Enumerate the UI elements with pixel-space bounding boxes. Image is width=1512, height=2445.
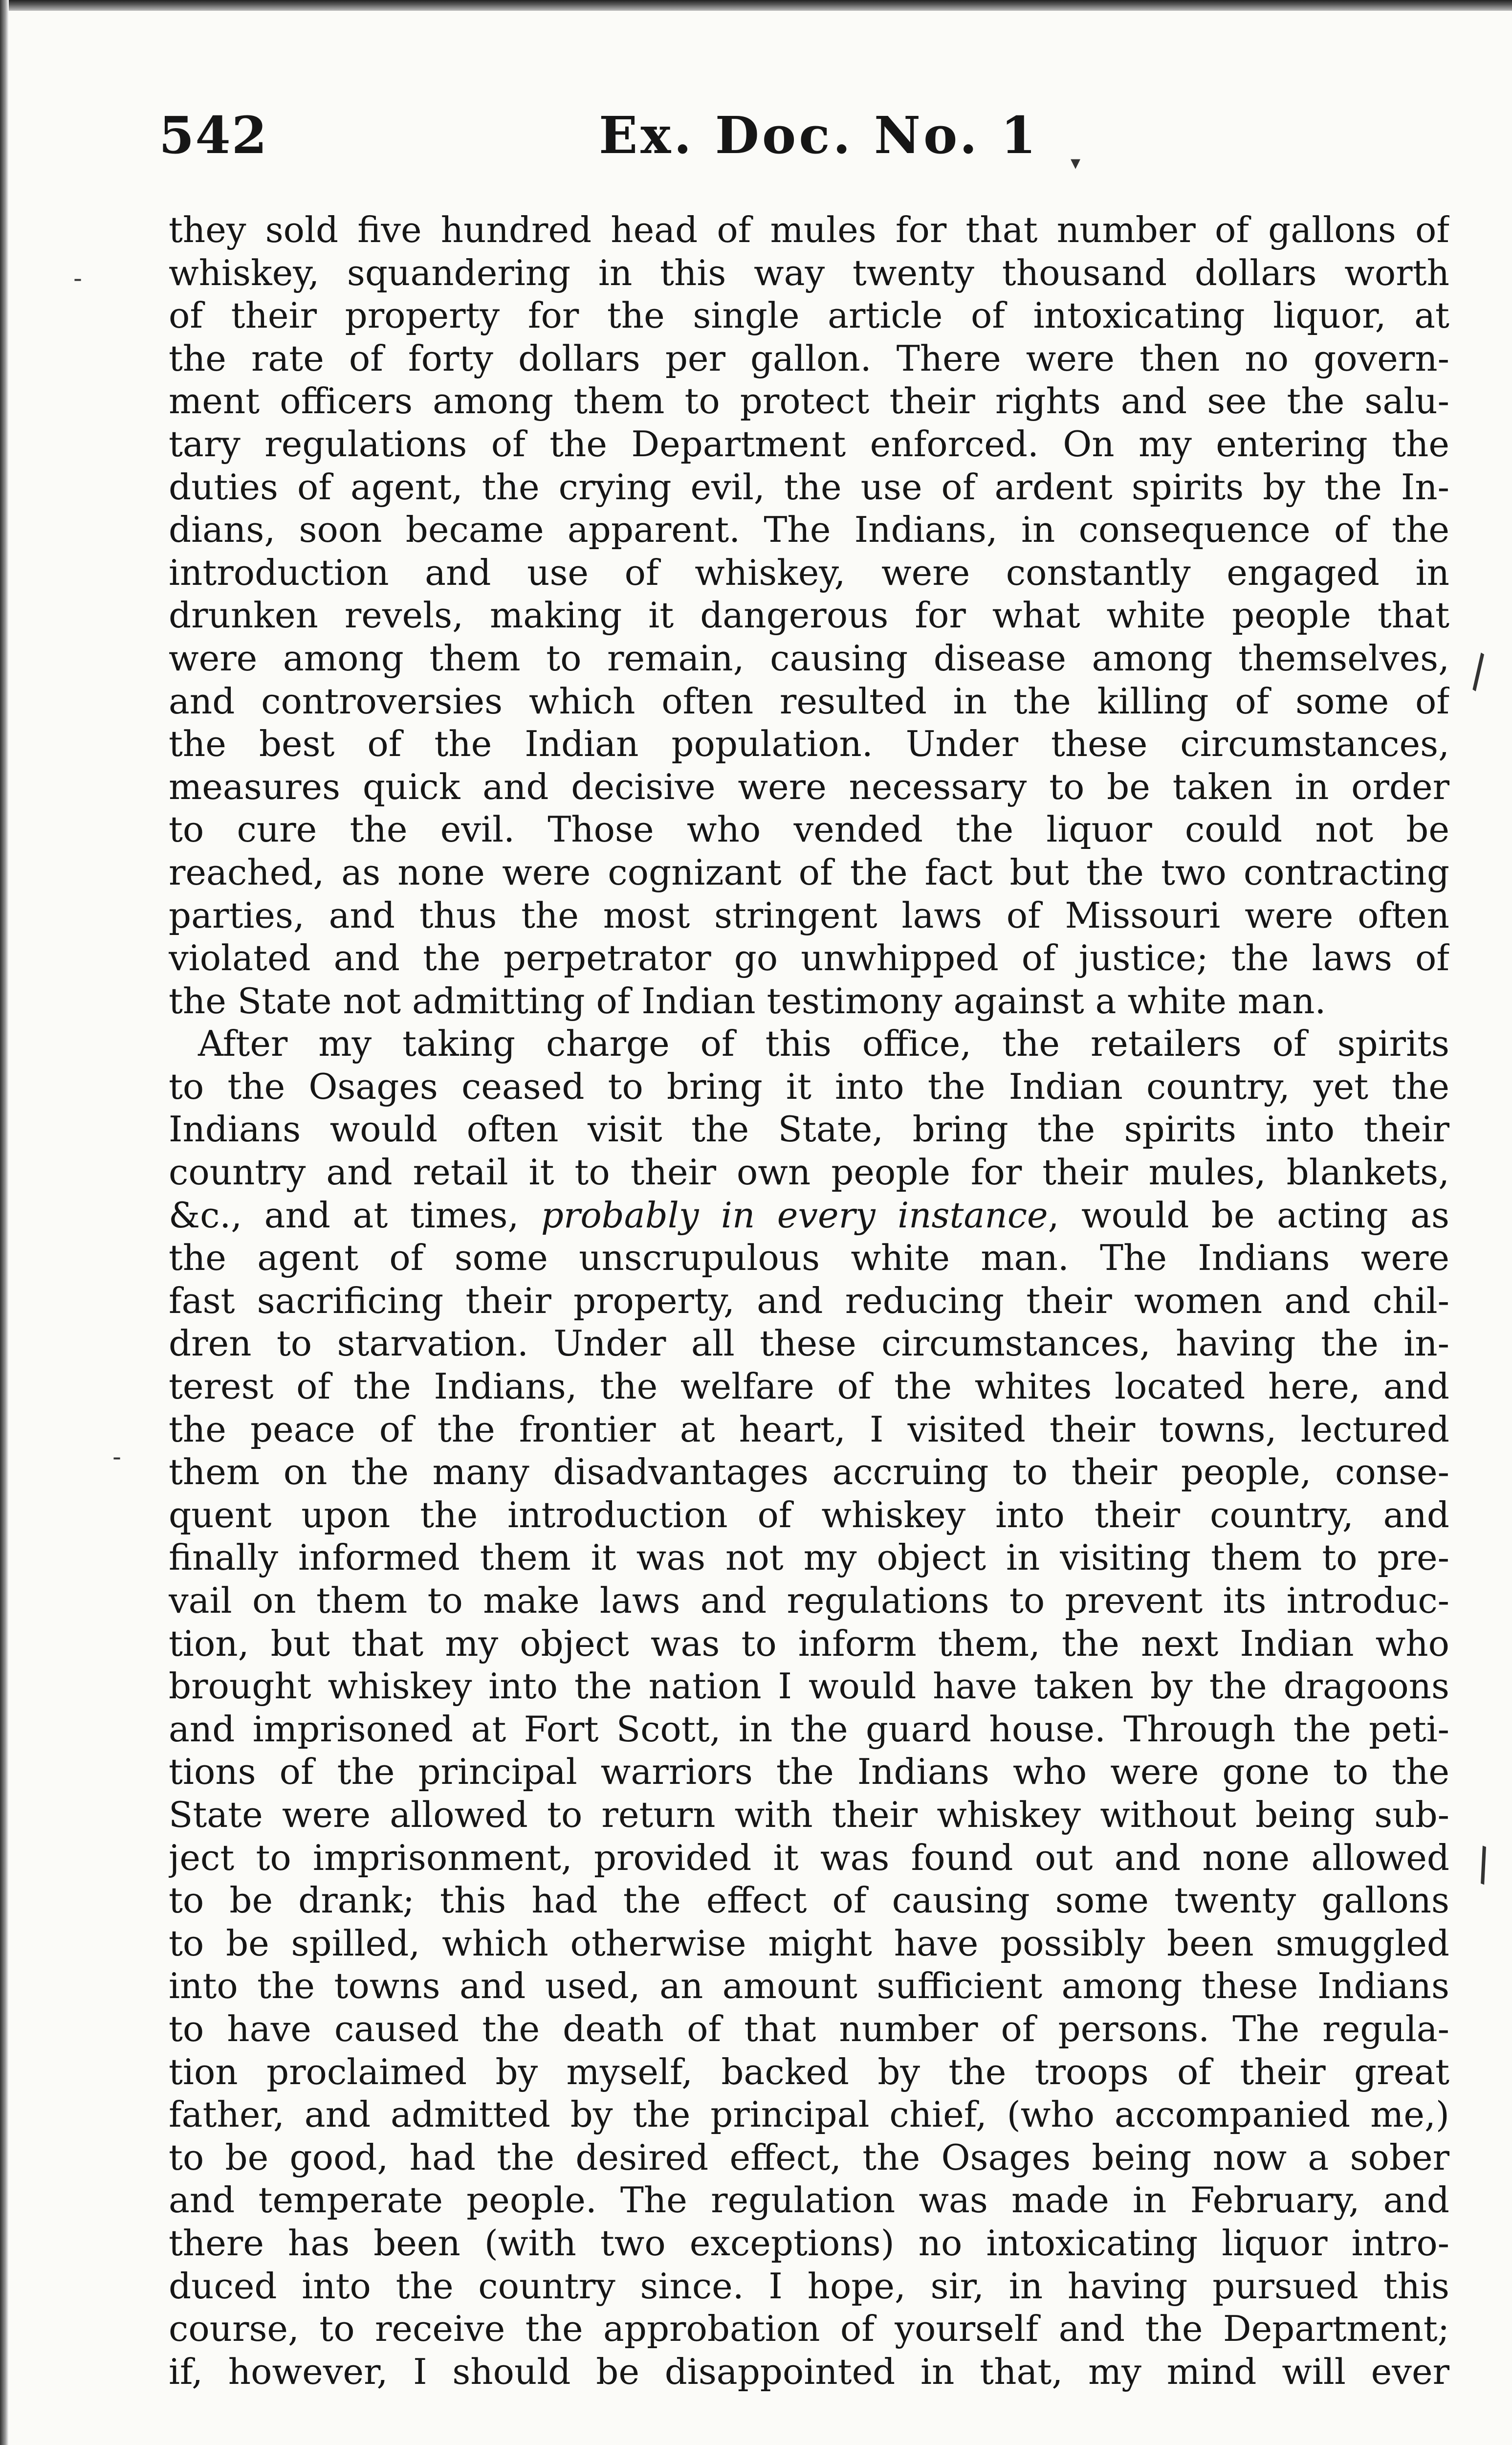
text-line: Indians would often visit the State, bring the spirits into their xyxy=(169,1109,1449,1150)
text-line: tion proclaimed by myself, backed by the troops of their great xyxy=(169,2051,1449,2092)
text-line: into the towns and used, an amount sufficient among these Indians xyxy=(169,1965,1449,2007)
text-line: ment officers among them to protect their rights and see the salu- xyxy=(169,380,1449,422)
text-line: of their property for the single article of intoxicating liquor, at xyxy=(169,295,1449,336)
text-line: the rate of forty dollars per gallon. There were then no govern- xyxy=(169,337,1449,379)
margin-mark: \ xyxy=(1459,645,1498,697)
text-line: tary regulations of the Department enforced. On my entering the xyxy=(169,423,1449,465)
margin-mark: \ xyxy=(1468,1837,1500,1891)
text-line: father, and admitted by the principal chief, (who accompanied me,) xyxy=(169,2094,1449,2135)
text-line: After my taking charge of this office, the retailers of spirits xyxy=(198,1023,1449,1065)
text-line: ject to imprisonment, provided it was found out and none allowed xyxy=(169,1837,1449,1878)
text-line: tions of the principal warriors the Indians who were gone to the xyxy=(169,1751,1449,1793)
text-line: they sold five hundred head of mules for that number of gallons of xyxy=(169,209,1449,250)
text-line: quent upon the introduction of whiskey into their country, and xyxy=(169,1494,1449,1535)
text-line: and temperate people. The regulation was made in February, and xyxy=(169,2179,1449,2221)
text-segment: , would be acting as xyxy=(1048,1194,1449,1236)
text-segment: &c., and at times, xyxy=(169,1194,541,1236)
text-line: vail on them to make laws and regulations to prevent its introduc- xyxy=(169,1580,1449,1621)
text-line: were among them to remain, causing disease among themselves, xyxy=(169,637,1449,679)
text-line: the agent of some unscrupulous white man. The Indians were xyxy=(169,1237,1449,1279)
text-line: terest of the Indians, the welfare of the whites located here, and xyxy=(169,1366,1449,1407)
text-line: brought whiskey into the nation I would have taken by the dragoons xyxy=(169,1666,1449,1707)
italic-phrase: probably in every instance xyxy=(541,1194,1048,1236)
page-number: 542 xyxy=(159,105,268,165)
text-line: to cure the evil. Those who vended the liquor could not be xyxy=(169,809,1449,850)
text-line: course, to receive the approbation of yourself and the Department; xyxy=(169,2308,1449,2350)
text-line: to the Osages ceased to bring it into the Indian country, yet the xyxy=(169,1066,1449,1107)
text-line: the best of the Indian population. Under these circumstances, xyxy=(169,723,1449,765)
margin-mark: ▾ xyxy=(1071,152,1081,174)
text-line: finally informed them it was not my object in visiting them to pre- xyxy=(169,1537,1449,1578)
text-line: country and retail it to their own people for their mules, blankets, xyxy=(169,1152,1449,1193)
text-line: the State not admitting of Indian testimony against a white man. xyxy=(169,980,1326,1022)
text-line: dians, soon became apparent. The Indians, in consequence of the xyxy=(169,509,1449,551)
scan-top-edge xyxy=(0,0,1512,11)
paragraph-1 xyxy=(169,209,1449,1022)
page-header xyxy=(159,105,1479,169)
text-line: violated and the perpetrator go unwhipped of justice; the laws of xyxy=(169,937,1449,979)
text-line: if, however, I should be disappointed in that, my mind will ever xyxy=(169,2351,1449,2392)
text-line: parties, and thus the most stringent laws of Missouri were often xyxy=(169,894,1449,936)
text-line: introduction and use of whiskey, were constantly engaged in xyxy=(169,552,1449,593)
body-text xyxy=(169,209,1449,2393)
text-line: State were allowed to return with their whiskey without being sub- xyxy=(169,1794,1449,1835)
text-line: duties of agent, the crying evil, the use of ardent spirits by the In- xyxy=(169,466,1449,508)
text-line: measures quick and decisive were necessary to be taken in order xyxy=(169,766,1449,807)
text-line: and controversies which often resulted in the killing of some of xyxy=(169,680,1449,722)
margin-mark: - xyxy=(73,264,83,292)
text-line: the peace of the frontier at heart, I visited their towns, lectured xyxy=(169,1408,1449,1450)
text-line: duced into the country since. I hope, sir, in having pursued this xyxy=(169,2265,1449,2307)
text-line: drunken revels, making it dangerous for what white people that xyxy=(169,595,1449,636)
text-line-with-italic xyxy=(169,1194,1449,1237)
margin-mark: - xyxy=(112,1443,122,1471)
text-line: there has been (with two exceptions) no intoxicating liquor intro- xyxy=(169,2222,1449,2264)
running-head: Ex. Doc. No. 1 xyxy=(599,105,1039,165)
text-line: fast sacrificing their property, and reducing their women and chil- xyxy=(169,1280,1449,1321)
paragraph-2 xyxy=(169,1022,1449,2393)
scan-left-edge xyxy=(0,0,9,2445)
text-line: to be drank; this had the effect of causing some twenty gallons xyxy=(169,1880,1449,1921)
text-line: to be good, had the desired effect, the Osages being now a sober xyxy=(169,2136,1449,2178)
text-line: whiskey, squandering in this way twenty thousand dollars worth xyxy=(169,252,1449,293)
text-line: dren to starvation. Under all these circumstances, having the in- xyxy=(169,1323,1449,1364)
text-line: and imprisoned at Fort Scott, in the guard house. Through the peti- xyxy=(169,1708,1449,1750)
text-line: tion, but that my object was to inform them, the next Indian who xyxy=(169,1623,1449,1664)
text-line: to be spilled, which otherwise might have possibly been smuggled xyxy=(169,1922,1449,1964)
text-line: to have caused the death of that number of persons. The regula- xyxy=(169,2008,1449,2049)
text-line: them on the many disadvantages accruing to their people, conse- xyxy=(169,1451,1449,1493)
text-line: reached, as none were cognizant of the fact but the two contracting xyxy=(169,851,1449,893)
